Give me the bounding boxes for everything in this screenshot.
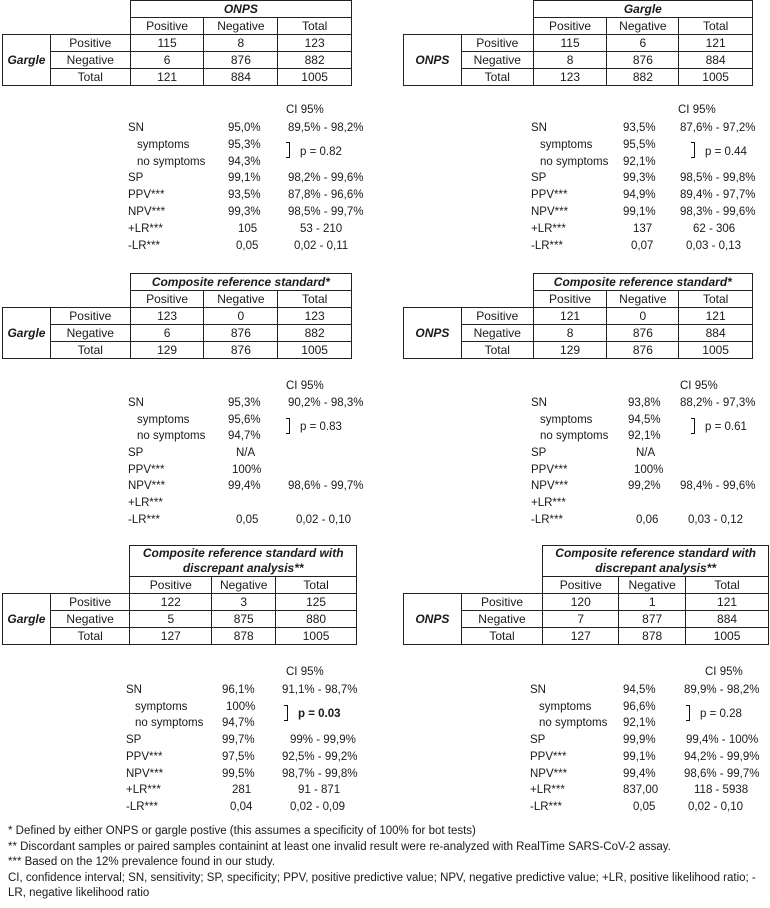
column-header: Negative: [607, 18, 679, 35]
cell: 882: [278, 325, 352, 342]
stat-value: 97,5%: [222, 751, 255, 763]
stat-ci: 98,6% - 99,7%: [288, 480, 364, 492]
stat-label: no symptoms: [135, 717, 204, 729]
stat-label: no symptoms: [137, 430, 206, 442]
stat-value: 92,1%: [628, 430, 661, 442]
stat-label: PPV***: [126, 751, 163, 763]
p-value: p = 0.03: [298, 708, 341, 720]
column-header: Negative: [619, 577, 686, 594]
stat-ci: 0,02 - 0,10: [688, 801, 743, 813]
footnote: CI, confidence interval; SN, sensitivity; SP, specificity; PPV, positive predictive value; NPV, negative predictive value; +LR, positive likelihood ratio; -LR, negative likelihood ratio: [8, 871, 756, 899]
cell: 1005: [276, 628, 357, 645]
stat-ci: 98,6% - 99,7%: [684, 768, 760, 780]
stat-label: symptoms: [137, 414, 190, 426]
stat-ci: 94,2% - 99,9%: [684, 751, 760, 763]
cell: 123: [278, 308, 352, 325]
stat-label: symptoms: [135, 701, 188, 713]
stat-label: -LR***: [531, 514, 563, 526]
stat-label: SP: [530, 734, 546, 746]
stat-ci: 87,8% - 96,6%: [288, 189, 364, 201]
ci-header: CI 95%: [286, 380, 324, 392]
column-header: Total: [278, 18, 352, 35]
stat-label: PPV***: [531, 464, 568, 476]
table-composite-gargle: [2, 273, 352, 359]
stat-label: NPV***: [531, 206, 569, 218]
stat-label: NPV***: [126, 768, 164, 780]
stat-value: 0,05: [633, 801, 656, 813]
stat-label: -LR***: [126, 801, 158, 813]
stat-value: 100%: [232, 464, 262, 476]
stat-label: SN: [128, 122, 144, 134]
stat-ci: 99,4% - 100%: [686, 734, 759, 746]
cell: 884: [204, 69, 278, 86]
cell: 115: [130, 35, 204, 52]
stat-value: N/A: [236, 447, 256, 459]
stat-label: -LR***: [531, 240, 563, 252]
stat-ci: 98,5% - 99,8%: [680, 172, 756, 184]
cell: 8: [204, 35, 278, 52]
header-line: discrepant analysis**: [595, 561, 716, 575]
ci-header: CI 95%: [678, 104, 716, 116]
bracket: [286, 142, 290, 158]
stat-label: NPV***: [128, 480, 166, 492]
cell: 1: [619, 594, 686, 611]
row-label: Negative: [461, 52, 533, 69]
stat-label: PPV***: [128, 464, 165, 476]
row-label: Negative: [461, 611, 543, 628]
stat-label: -LR***: [128, 514, 160, 526]
stat-value: N/A: [636, 447, 656, 459]
stat-value: 100%: [634, 464, 664, 476]
row-label: Positive: [50, 308, 130, 325]
row-label: Positive: [50, 35, 130, 52]
cell: 884: [679, 325, 753, 342]
cell: 884: [686, 611, 769, 628]
stat-label: NPV***: [531, 480, 569, 492]
cell: 878: [212, 628, 276, 645]
stat-value: 99,1%: [623, 206, 656, 218]
stat-label: no symptoms: [137, 156, 206, 168]
column-header: Total: [686, 577, 769, 594]
row-label: Negative: [461, 325, 533, 342]
cell: 122: [130, 594, 212, 611]
footnote: * Defined by either ONPS or gargle postive (this assumes a specificity of 100% for bot tests): [8, 825, 476, 837]
stat-ci: 98,2% - 99,6%: [288, 172, 364, 184]
stat-value: 99,9%: [623, 734, 656, 746]
column-header: Positive: [130, 18, 204, 35]
cell: 882: [607, 69, 679, 86]
stat-ci: 91,1% - 98,7%: [282, 684, 358, 696]
stat-value: 99,4%: [228, 480, 261, 492]
stat-value: 0,04: [230, 801, 253, 813]
cell: 120: [543, 594, 619, 611]
bracket: [286, 418, 290, 434]
row-variable: Gargle: [3, 594, 51, 645]
bracket: [691, 418, 695, 434]
table-discrepant-onps: [403, 545, 769, 645]
cell: 880: [276, 611, 357, 628]
column-header: Positive: [543, 577, 619, 594]
column-variable: Gargle: [533, 1, 752, 18]
stat-label: PPV***: [531, 189, 568, 201]
stat-value: 94,9%: [623, 189, 656, 201]
ci-header: CI 95%: [680, 380, 718, 392]
row-label: Total: [461, 342, 533, 359]
cell: 121: [130, 69, 204, 86]
stat-value: 92,1%: [623, 717, 656, 729]
stat-label: SN: [128, 397, 144, 409]
cell: 129: [533, 342, 607, 359]
row-label: Positive: [461, 594, 543, 611]
stat-label: no symptoms: [540, 156, 609, 168]
stat-value: 100%: [226, 701, 256, 713]
cell: 1005: [679, 69, 753, 86]
stat-value: 137: [633, 223, 653, 235]
p-value: p = 0.83: [300, 421, 342, 433]
p-value: p = 0.82: [300, 146, 342, 158]
stat-value: 94,5%: [628, 414, 661, 426]
stat-ci: 91 - 871: [298, 784, 341, 796]
stat-label: symptoms: [540, 414, 593, 426]
column-header: Positive: [533, 291, 607, 308]
stat-value: 105: [238, 223, 258, 235]
stat-value: 0,05: [236, 240, 259, 252]
column-header: Negative: [204, 291, 278, 308]
cell: 123: [533, 69, 607, 86]
cell: 876: [204, 325, 278, 342]
column-variable: ONPS: [130, 1, 351, 18]
stat-label: PPV***: [128, 189, 165, 201]
stat-label: SN: [126, 684, 142, 696]
cell: 121: [533, 308, 607, 325]
table-discrepant-gargle: [2, 545, 357, 645]
cell: 877: [619, 611, 686, 628]
stat-value: 99,1%: [623, 751, 656, 763]
cell: 5: [130, 611, 212, 628]
footnote: *** Based on the 12% prevalence found in our study.: [8, 856, 276, 868]
stat-value: 95,3%: [228, 397, 261, 409]
column-header: Positive: [533, 18, 607, 35]
footnotes: [8, 824, 768, 902]
stat-label: -LR***: [128, 240, 160, 252]
row-variable: ONPS: [404, 594, 462, 645]
stat-ci: 98,5% - 99,7%: [288, 206, 364, 218]
stat-label: +LR***: [128, 223, 163, 235]
row-label: Positive: [461, 35, 533, 52]
cell: 125: [276, 594, 357, 611]
stat-value: 93,5%: [623, 122, 656, 134]
stat-value: 94,5%: [623, 684, 656, 696]
stat-ci: 98,4% - 99,6%: [680, 480, 756, 492]
stat-label: symptoms: [137, 139, 190, 151]
stat-label: SP: [128, 447, 144, 459]
ci-header: CI 95%: [286, 666, 324, 678]
cell: 127: [543, 628, 619, 645]
column-header: Negative: [607, 291, 679, 308]
stat-value: 94,7%: [222, 717, 255, 729]
row-variable: ONPS: [404, 308, 462, 359]
stat-value: 0,06: [636, 514, 659, 526]
column-variable: Composite reference standard*: [533, 274, 752, 291]
stat-label: symptoms: [539, 701, 592, 713]
stat-ci: 0,02 - 0,10: [296, 514, 351, 526]
stat-ci: 0,03 - 0,13: [686, 240, 741, 252]
stat-ci: 98,3% - 99,6%: [680, 206, 756, 218]
p-value: p = 0.28: [700, 708, 742, 720]
stat-label: +LR***: [531, 497, 566, 509]
stat-label: SP: [531, 172, 547, 184]
header-line: discrepant analysis**: [182, 561, 304, 575]
stat-ci: 88,2% - 97,3%: [680, 397, 756, 409]
stat-value: 94,3%: [228, 156, 261, 168]
stat-value: 837,00: [623, 784, 659, 796]
table-onps-vs-gargle: [2, 0, 352, 86]
stat-label: SN: [530, 684, 546, 696]
cell: 121: [679, 308, 753, 325]
stat-label: +LR***: [126, 784, 161, 796]
stat-value: 99,4%: [623, 768, 656, 780]
p-value: p = 0.44: [705, 146, 747, 158]
row-variable: ONPS: [404, 35, 462, 86]
stat-value: 0,05: [236, 514, 259, 526]
cell: 127: [130, 628, 212, 645]
stat-value: 92,1%: [623, 156, 656, 168]
cell: 115: [533, 35, 607, 52]
stat-label: +LR***: [530, 784, 565, 796]
header-line: Composite reference standard with: [555, 546, 756, 560]
column-variable: [130, 546, 357, 577]
cell: 3: [212, 594, 276, 611]
cell: 875: [212, 611, 276, 628]
cell: 884: [679, 52, 753, 69]
cell: 121: [679, 35, 753, 52]
ci-header: CI 95%: [705, 666, 743, 678]
row-label: Negative: [50, 325, 130, 342]
cell: 1005: [278, 69, 352, 86]
stat-label: NPV***: [128, 206, 166, 218]
stat-ci: 89,4% - 97,7%: [680, 189, 756, 201]
column-header: Negative: [204, 18, 278, 35]
stat-ci: 92,5% - 99,2%: [282, 751, 358, 763]
cell: 878: [619, 628, 686, 645]
stat-ci: 87,6% - 97,2%: [680, 122, 756, 134]
stat-ci: 89,9% - 98,2%: [684, 684, 760, 696]
stat-label: NPV***: [530, 768, 568, 780]
stat-ci: 53 - 210: [300, 223, 343, 235]
cell: 6: [130, 325, 204, 342]
row-label: Total: [50, 69, 130, 86]
bracket: [686, 705, 690, 721]
cell: 876: [607, 342, 679, 359]
column-header: Total: [679, 18, 753, 35]
bracket: [691, 142, 695, 158]
cell: 882: [278, 52, 352, 69]
cell: 123: [130, 308, 204, 325]
stat-label: +LR***: [531, 223, 566, 235]
cell: 129: [130, 342, 204, 359]
stat-label: PPV***: [530, 751, 567, 763]
column-header: Negative: [212, 577, 276, 594]
cell: 1005: [278, 342, 352, 359]
cell: 876: [204, 52, 278, 69]
stat-value: 0,07: [631, 240, 654, 252]
stat-value: 99,7%: [222, 734, 255, 746]
cell: 8: [533, 325, 607, 342]
stat-ci: 89,5% - 98,2%: [288, 122, 364, 134]
cell: 0: [204, 308, 278, 325]
column-header: Total: [278, 291, 352, 308]
cell: 876: [607, 325, 679, 342]
stat-label: SP: [128, 172, 144, 184]
stat-value: 95,3%: [228, 139, 261, 151]
column-variable: [543, 546, 769, 577]
row-label: Total: [461, 628, 543, 645]
stat-ci: 0,02 - 0,11: [294, 240, 349, 252]
table-gargle-vs-onps: [403, 0, 753, 86]
cell: 7: [543, 611, 619, 628]
column-header: Positive: [130, 577, 212, 594]
stat-ci: 90,2% - 98,3%: [288, 397, 364, 409]
cell: 1005: [686, 628, 769, 645]
stat-value: 99,5%: [222, 768, 255, 780]
stat-label: SP: [531, 447, 547, 459]
cell: 876: [607, 52, 679, 69]
stat-label: symptoms: [540, 139, 593, 151]
row-label: Total: [50, 342, 130, 359]
stat-value: 281: [232, 784, 252, 796]
p-value-wrap: [298, 708, 341, 720]
row-label: Negative: [50, 611, 130, 628]
cell: 123: [278, 35, 352, 52]
cell: 8: [533, 52, 607, 69]
row-label: Total: [50, 628, 130, 645]
stat-value: 93,5%: [228, 189, 261, 201]
column-header: Total: [679, 291, 753, 308]
stat-label: no symptoms: [540, 430, 609, 442]
stat-value: 99,2%: [628, 480, 661, 492]
table-composite-onps: [403, 273, 753, 359]
row-label: Positive: [50, 594, 130, 611]
stat-ci: 98,7% - 99,8%: [282, 768, 358, 780]
ci-header: CI 95%: [286, 104, 324, 116]
footnote: ** Discordant samples or paired samples containint at least one invalid result were re-analyzed with RealTime SARS-CoV-2 assay.: [8, 840, 671, 853]
p-value: p = 0.61: [705, 421, 747, 433]
cell: 121: [686, 594, 769, 611]
row-label: Positive: [461, 308, 533, 325]
stat-value: 96,6%: [623, 701, 656, 713]
column-header: Positive: [130, 291, 204, 308]
stat-value: 99,3%: [228, 206, 261, 218]
cell: 1005: [679, 342, 753, 359]
bracket: [284, 705, 288, 721]
stat-label: SP: [126, 734, 142, 746]
stat-value: 94,7%: [228, 430, 261, 442]
stat-label: -LR***: [530, 801, 562, 813]
stat-ci: 118 - 5938: [694, 784, 749, 796]
header-line: Composite reference standard with: [142, 546, 344, 560]
row-label: Total: [461, 69, 533, 86]
stat-ci: 99% - 99,9%: [290, 734, 356, 746]
stat-value: 93,8%: [628, 397, 661, 409]
row-variable: Gargle: [3, 35, 51, 86]
stat-value: 99,3%: [623, 172, 656, 184]
stat-value: 96,1%: [222, 684, 255, 696]
column-header: Total: [276, 577, 357, 594]
stat-label: SN: [531, 122, 547, 134]
cell: 6: [130, 52, 204, 69]
stat-label: +LR***: [128, 497, 163, 509]
stat-label: SN: [531, 397, 547, 409]
stat-ci: 62 - 306: [693, 223, 736, 235]
stat-value: 95,6%: [228, 414, 261, 426]
cell: 6: [607, 35, 679, 52]
row-label: Negative: [50, 52, 130, 69]
stat-ci: 0,03 - 0,12: [688, 514, 743, 526]
column-variable: Composite reference standard*: [130, 274, 351, 291]
stat-value: 99,1%: [228, 172, 261, 184]
cell: 876: [204, 342, 278, 359]
stat-label: no symptoms: [539, 717, 608, 729]
stat-value: 95,5%: [623, 139, 656, 151]
cell: 0: [607, 308, 679, 325]
stat-ci: 0,02 - 0,09: [290, 801, 345, 813]
stat-value: 95,0%: [228, 122, 261, 134]
row-variable: Gargle: [3, 308, 51, 359]
